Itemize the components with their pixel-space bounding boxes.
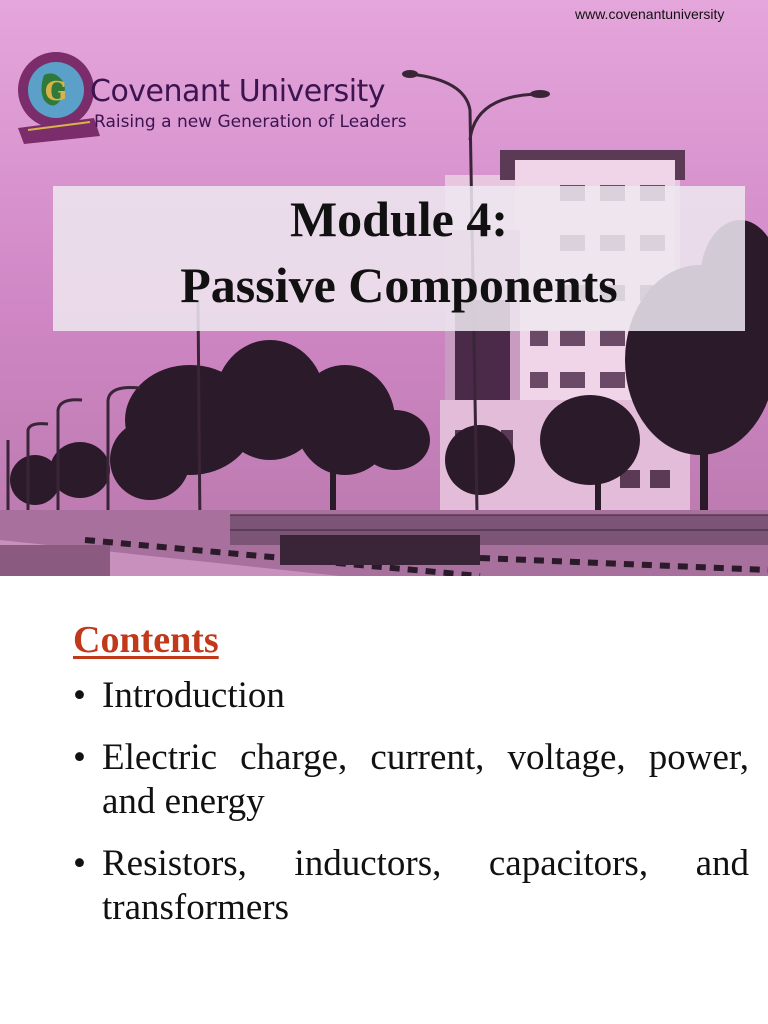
bullet-icon: • [73, 843, 86, 884]
bullet-icon: • [73, 737, 86, 778]
ground [0, 510, 768, 576]
title-line-1: Module 4: [289, 191, 509, 247]
university-name: Covenant University [90, 74, 386, 109]
list-item [73, 674, 749, 718]
title-line-2: Passive Components [180, 257, 618, 313]
contents-section [73, 614, 749, 948]
title-box [53, 186, 745, 331]
svg-text:G: G [44, 77, 68, 107]
bullet-icon: • [73, 675, 86, 716]
list-item-text: Introduction [102, 675, 285, 716]
list-item-text: Resistors, inductors, capacitors, and transformers [102, 843, 749, 928]
list-item [73, 842, 749, 930]
contents-heading: Contents [73, 619, 219, 661]
list-item-text: Electric charge, current, voltage, power, and energy [102, 737, 749, 822]
website-url: www.covenantuniversity [575, 6, 725, 22]
list-item [73, 736, 749, 824]
university-motto: Raising a new Generation of Leaders [94, 112, 407, 132]
